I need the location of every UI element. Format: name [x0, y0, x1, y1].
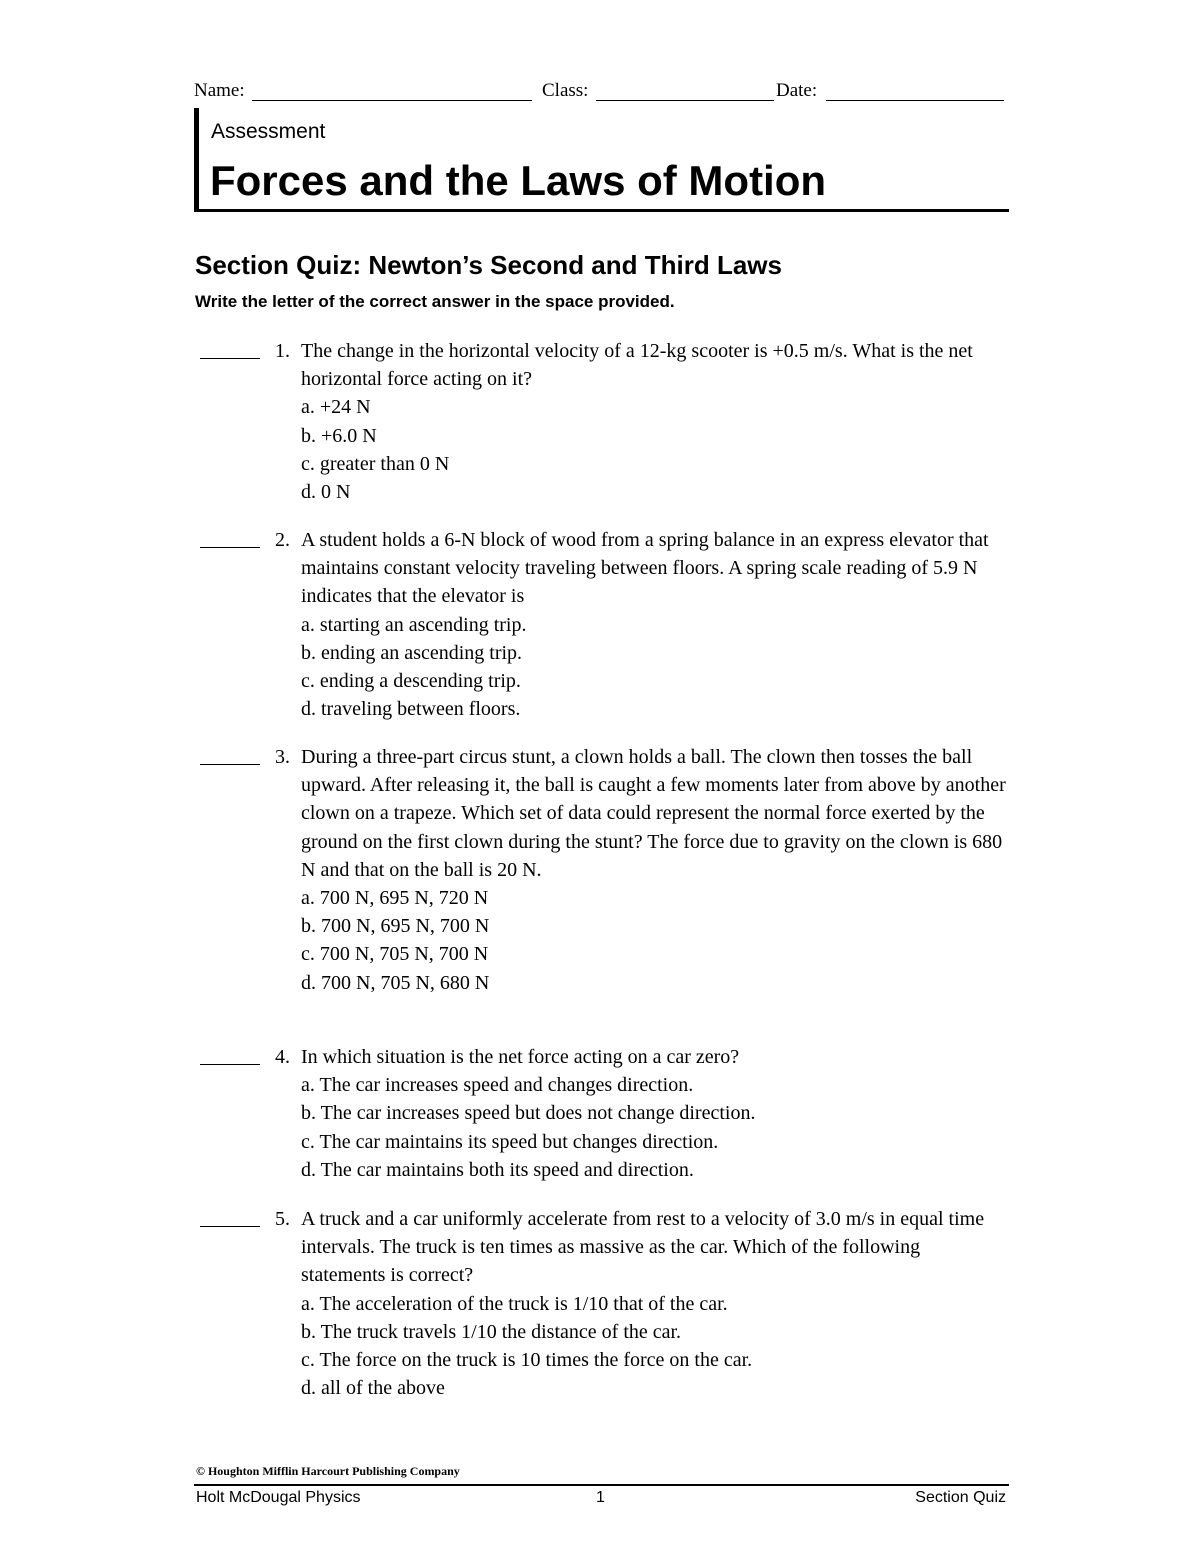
answer-option: d. 700 N, 705 N, 680 N	[301, 971, 490, 994]
answer-option: c. The car maintains its speed but changes direction.	[301, 1130, 719, 1153]
answer-option: c. greater than 0 N	[301, 452, 450, 475]
question-2	[200, 526, 1015, 726]
question-number: 1.	[275, 340, 290, 362]
title-block	[194, 108, 1009, 212]
answer-blank-1[interactable]	[200, 358, 260, 359]
class-label: Class:	[542, 80, 589, 101]
name-field[interactable]	[252, 100, 532, 101]
page-number: 1	[596, 1489, 605, 1506]
question-text: A truck and a car uniformly accelerate from rest to a velocity of 3.0 m/s in equal time intervals. The truck is ten times as massive as the car. Which of the following statements is correct?	[301, 1208, 985, 1287]
answer-option: b. The truck travels 1/10 the distance of the car.	[301, 1320, 682, 1343]
question-number: 2.	[275, 529, 290, 551]
question-text: During a three-part circus stunt, a clown holds a ball. The clown then tosses the ball upward. After releasing it, the ball is caught a few moments later from above by another clown on a trapeze. Which set of data could represent the normal force exerted by the ground on the first clown during the stunt? The force due to gravity on the clown is 680 N and that on the ball is 20 N.	[301, 746, 1006, 881]
instructions: Write the letter of the correct answer in the space provided.	[195, 292, 675, 311]
answer-blank-5[interactable]	[200, 1226, 260, 1227]
answer-option: b. +6.0 N	[301, 424, 377, 447]
answer-option: a. starting an ascending trip.	[301, 613, 527, 636]
answer-option: b. 700 N, 695 N, 700 N	[301, 915, 490, 938]
answer-option: a. 700 N, 695 N, 720 N	[301, 887, 489, 910]
question-4	[200, 1043, 1015, 1188]
question-text: A student holds a 6-N block of wood from a spring balance in an express elevator that maintains constant velocity traveling between floors. A spring scale reading of 5.9 N indicates that the elevator is	[301, 529, 989, 608]
answer-option: d. all of the above	[301, 1377, 445, 1400]
question-1	[200, 337, 1015, 507]
question-text: The change in the horizontal velocity of a 12-kg scooter is +0.5 m/s. What is the net horizontal force acting on it?	[301, 340, 973, 391]
answer-option: c. The force on the truck is 10 times the force on the car.	[301, 1349, 753, 1372]
answer-blank-4[interactable]	[200, 1064, 260, 1065]
answer-option: c. 700 N, 705 N, 700 N	[301, 943, 489, 966]
page-title: Forces and the Laws of Motion	[210, 157, 827, 204]
answer-option: a. The acceleration of the truck is 1/10 that of the car.	[301, 1292, 728, 1315]
footer-divider	[194, 1484, 1009, 1486]
name-label: Name:	[194, 80, 245, 101]
answer-option: a. The car increases speed and changes direction.	[301, 1074, 694, 1097]
question-number: 4.	[275, 1046, 290, 1068]
answer-blank-2[interactable]	[200, 547, 260, 548]
student-info-header	[194, 80, 1009, 104]
question-number: 3.	[275, 746, 290, 768]
footer-section-label: Section Quiz	[915, 1489, 1006, 1506]
answer-option: c. ending a descending trip.	[301, 670, 521, 693]
answer-blank-3[interactable]	[200, 764, 260, 765]
question-3	[200, 743, 1015, 1033]
section-title: Section Quiz: Newton’s Second and Third Laws	[195, 250, 782, 280]
question-5	[200, 1205, 1015, 1405]
footer-book-title: Holt McDougal Physics	[196, 1489, 361, 1506]
answer-option: d. The car maintains both its speed and direction.	[301, 1158, 694, 1181]
answer-option: d. 0 N	[301, 481, 351, 504]
question-number: 5.	[275, 1208, 290, 1230]
copyright-notice: © Houghton Mifflin Harcourt Publishing Company	[196, 1464, 460, 1478]
answer-option: d. traveling between floors.	[301, 698, 521, 721]
date-field[interactable]	[826, 100, 1004, 101]
question-text: In which situation is the net force acting on a car zero?	[301, 1046, 740, 1068]
class-field[interactable]	[596, 100, 774, 101]
assessment-kicker: Assessment	[211, 120, 326, 143]
answer-option: a. +24 N	[301, 396, 371, 419]
answer-option: b. The car increases speed but does not change direction.	[301, 1102, 756, 1125]
answer-option: b. ending an ascending trip.	[301, 641, 523, 664]
date-label: Date:	[776, 80, 818, 101]
